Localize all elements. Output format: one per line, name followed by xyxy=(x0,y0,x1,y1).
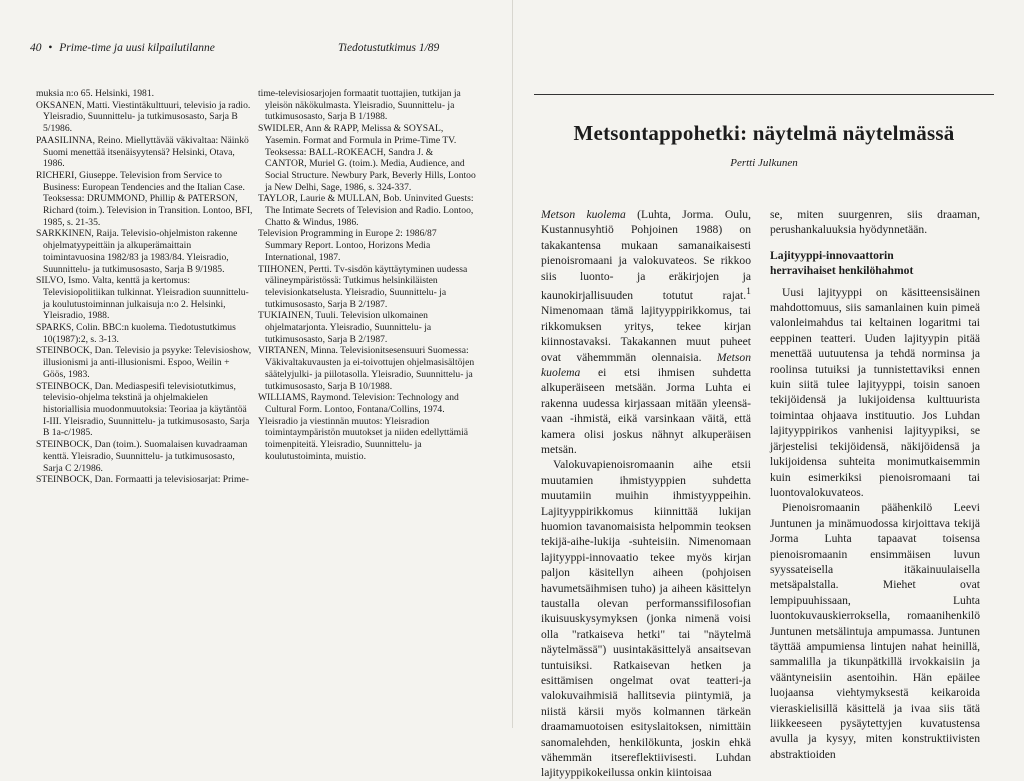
bibliography-right-column xyxy=(258,88,476,463)
reference-entry: SILVO, Ismo. Valta, kenttä ja kertomus: Televisiopolitiikan tulkinnat. Yleisradion suunnittelu- ja koulutustoiminnan julkaisuja n:o 2. Helsinki, Yleisradio, 1988. xyxy=(36,275,249,322)
paragraph: Valokuvapienoisromaanin aihe etsii muutamien ihmistyyppien suhdetta muutamiin muihin ihmistyyppeihin. Lajityyppirikkomus kiinnittää lukijan huomion tavanomaisista helpommin teoksen tekijä-aihe-lukija -suhteisiin. Nimenomaan lajityyppi-innovaatio tekee myös kirjan paljon käsitellyn aiheen (pohjoisen havumetsäihmisen tuho) ja aiheen käsittelyn taustalla olevan performanssifilosofian ikuisuuskysymyksen (jonka nimenä voisi olla "ratkaiseva hetki" tai "näytelmä näytelmässä") uusintakäsittelyä ansaitsevan tuntuisiksi. Ratkaisevan hetken ja esittämisen ongelmat ovat teatteri-ja valokuvaihmisiä hallitsevia piintymiä, ja niistä kärsii myös kolmannen tärkeän draamamuotoisen esityslaitoksen, nimittäin sanomalehden, henkilökunta, joskin ehkä vähemmän itsereflektiivisesti. Luhdan lajityyppikokeilussa onkin kiintoisaa xyxy=(541,458,751,780)
bibliography-left-column xyxy=(36,88,254,486)
reference-entry: VIRTANEN, Minna. Televisionitsesensuuri Suomessa: Väkivaltakuvausten ja ei-toivottujen ohjelmasisältöjen säätelyjulki- ja piilotasolla. Yleisradio, Suunnittelu- ja tutkimusosasto, Sarja B 10/1988. xyxy=(258,345,475,392)
reference-entry: Yleisradio ja viestinnän muutos: Yleisradion toimintaympäristön muutokset ja niiden edellyttämiä toimenpiteitä. Yleisradio, Suunnittelu- ja koulutustoiminta, muistio. xyxy=(258,415,469,462)
footnote-mark: 1 xyxy=(746,286,751,298)
reference-entry: muksia n:o 65. Helsinki, 1981. xyxy=(36,88,155,99)
left-page-header xyxy=(30,42,215,54)
reference-entry: STEINBOCK, Dan. Mediaspesifi televisiotutkimus, televisio-ohjelma tekstinä ja ohjelmakielen historiallisia muodonmuutoksia: Teoriaa ja käytäntöä I-III. Yleisradio, Suunnittelu- ja tutkimusosasto, Sarja B 1a-c/1985. xyxy=(36,380,250,439)
left-running-title: Prime-time ja uusi kilpailutilanne xyxy=(59,42,215,54)
page-gutter xyxy=(512,0,513,728)
reference-entry: TIIHONEN, Pertti. Tv-sisdön käyttäytyminen uudessa välineympäristössä: Tutkimus helsinkiläisten televisionkatselusta. Yleisradio, Suunnittelu- ja tutkimusosasto, Sarja B 2/1987. xyxy=(258,263,468,310)
reference-entry: OKSANEN, Matti. Viestintäkulttuuri, televisio ja radio. Yleisradio, Suunnittelu- ja tutkimusosasto, Sarja B 5/1986. xyxy=(36,99,251,135)
reference-entry: time-televisiosarjojen formaatit tuottajien, tutkijan ja yleisön näkökulmasta. Yleisradio, Suunnittelu- ja tutkimusosasto, Sarja B 1/1988. xyxy=(258,88,461,123)
book-title: Metson kuolema xyxy=(541,350,751,379)
reference-entry: RICHERI, Giuseppe. Television from Service to Business: European Tendencies and the Italian Case. Teoksessa: DRUMMOND, Phillip & PATERSON, Richard (toim.). Television in Transition. Lontoo, BFI, 1985, s. 21-35. xyxy=(36,169,253,228)
reference-entry: TAYLOR, Laurie & MULLAN, Bob. Uninvited Guests: The Intimate Secrets of Television and Radio. Lontoo, Chatto & Windus, 1986. xyxy=(258,193,474,228)
reference-entry: Television Programming in Europe 2: 1986/87 Summary Report. Lontoo, Horizons Media International, 1987. xyxy=(258,228,437,263)
paragraph: Metson kuolema (Luhta, Jorma. Oulu, Kustannusyhtiö Pohjoinen 1988) on takakantensa mukaan samanaikaisesti pienoisromaani ja valokuvateos. Se rikkoo siis luonto- ja eräkirjojen ja kaunokirjallisuuden totutut rajat.$^1$ Nimenomaan tämä lajityyppirikkomus, tai rikkomuksen yritys, tekee kirjan kiinnostavaksi. Takakannen muut puheet ovat vähemmmän olennaisia. Metson kuolema ei etsi ihmisen suhdetta alkuperäiseen metsään. Jorma Luhta ei rakenna uudessa kirjassaan mitään yleensä-vaan -ihmistä, eikä varsinkaan väitä, että kamera olisi joskus nähnyt alkuperäisen metsän. xyxy=(541,208,751,456)
right-running-title: Tiedotustutkimus 1/89 xyxy=(338,42,440,54)
reference-entry: STEINBOCK, Dan (toim.). Suomalaisen kuvadraaman kenttä. Yleisradio, Suunnittelu- ja tutkimusosasto, Sarja C 2/1986. xyxy=(36,439,248,474)
reference-entry: STEINBOCK, Dan. Formaatti ja televisiosarjat: Prime- xyxy=(36,474,249,486)
reference-entry: SWIDLER, Ann & RAPP, Melissa & SOYSAL, Yasemin. Format and Formula in Prime-Time TV. Teoksessa: BALL-ROKEACH, Sandra J. & CANTOR, Muriel G. (toim.). Media, Audience, and Social Structure. Newbury Park, Beverly Hills, Lontoo ja New Delhi, Sage, 1986, s. 324-337. xyxy=(258,123,476,193)
article-column-2 xyxy=(770,207,980,762)
paragraph: Uusi lajityyppi on käsitteensisäinen mahdottomuus, siis samanlainen kuin pimeä valonleimahdus tai keltainen logaritmi tai eeppinen teatteri. Uuden lajityypin pitää menettää uutuutensa ja tehdä norminsa ja roolinsa tutuiksi ja tunnistettaviksi ennen kuin siitä tulee lajityyppi, toisin sanoen tekijöidensä ja lukijoidensa kulttuurista toimintaa ohjaava instituutio. Jos Luhdan lajityyppirikos vanhenisi lajityypiksi, se järjestelisi tekijöidensä, näkijöidensä ja lukijoidensa suhteita monimutkaisemmin kuin esimerkiksi pienoisromaani tai luontovalokuvateos. xyxy=(770,285,980,499)
article-title: Metsontappohetki: näytelmä näytelmässä xyxy=(573,121,955,145)
book-title: Metson kuolema xyxy=(541,208,626,221)
reference-entry: SARKKINEN, Raija. Televisio-ohjelmiston rakenne ohjelmatyypeittäin ja alkuperämaittain toimintavuosina 1982/83 ja 1983/84. Yleisradio, Suunnittelu- ja tutkimusosasto, Sarja B 9/1985. xyxy=(36,228,238,275)
title-rule xyxy=(534,94,994,95)
reference-entry: SPARKS, Colin. BBC:n kuolema. Tiedotustutkimus 10(1987):2, s. 3-13. xyxy=(36,322,236,345)
reference-entry: WILLIAMS, Raymond. Television: Technology and Cultural Form. Lontoo, Fontana/Collins, 1974. xyxy=(258,392,459,415)
article-author: Pertti Julkunen xyxy=(730,157,798,169)
section-heading: Lajityyppi-innovaattorin herravihaiset henkilöhahmot xyxy=(770,248,914,278)
paragraph: Pienoisromaanin päähenkilö Leevi Juntunen ja minämuodossa kirjoittava tekijä Jorma Luhta tapaavat toisensa pienoisromaanin ensimmäisen luvun syyssateisella itäkainuulaisella metsäpalstalla. Miehet ovat lempipuuhissaan, Luhta luontokuvauskierroksella, romaanihenkilö Juntunen metsälintuja ampumassa. Juntunen täyttää ampumiensa lintujen nahat heinillä, sammalilla ja tikunpätkillä irvokkaisiin ja vääntyneisiin asentoihin. Hän epäilee luojaansa viehtymyksestä keikaroida vieraskielisillä käsittelä ja ivaa siis tätä liikkeeseen pysäytettyjen kuvatustensa avulla ja kysyy, miten konstruktiivisten abstraktioiden xyxy=(770,501,980,761)
reference-entry: PAASILINNA, Reino. Miellyttävää väkivaltaa: Näinkö Suomi menettää itsenäisyytensä? Helsinki, Otava, 1986. xyxy=(36,134,249,170)
reference-entry: STEINBOCK, Dan. Televisio ja psyyke: Televisioshow, illusionismi ja anti-illusionismi. Espoo, Weilin + Göös, 1983. xyxy=(36,345,252,380)
reference-entry: TUKIAINEN, Tuuli. Television ulkomainen ohjelmatarjonta. Yleisradio, Suunnittelu- ja tutkimusosasto, Sarja B 2/1987. xyxy=(258,310,432,345)
article-column-1 xyxy=(541,207,751,781)
paragraph: se, miten suurgenren, siis draaman, perushankaluuksia hyödynnetään. xyxy=(770,208,980,237)
page-number: 40 xyxy=(30,42,42,54)
header-bullet: • xyxy=(48,42,53,54)
